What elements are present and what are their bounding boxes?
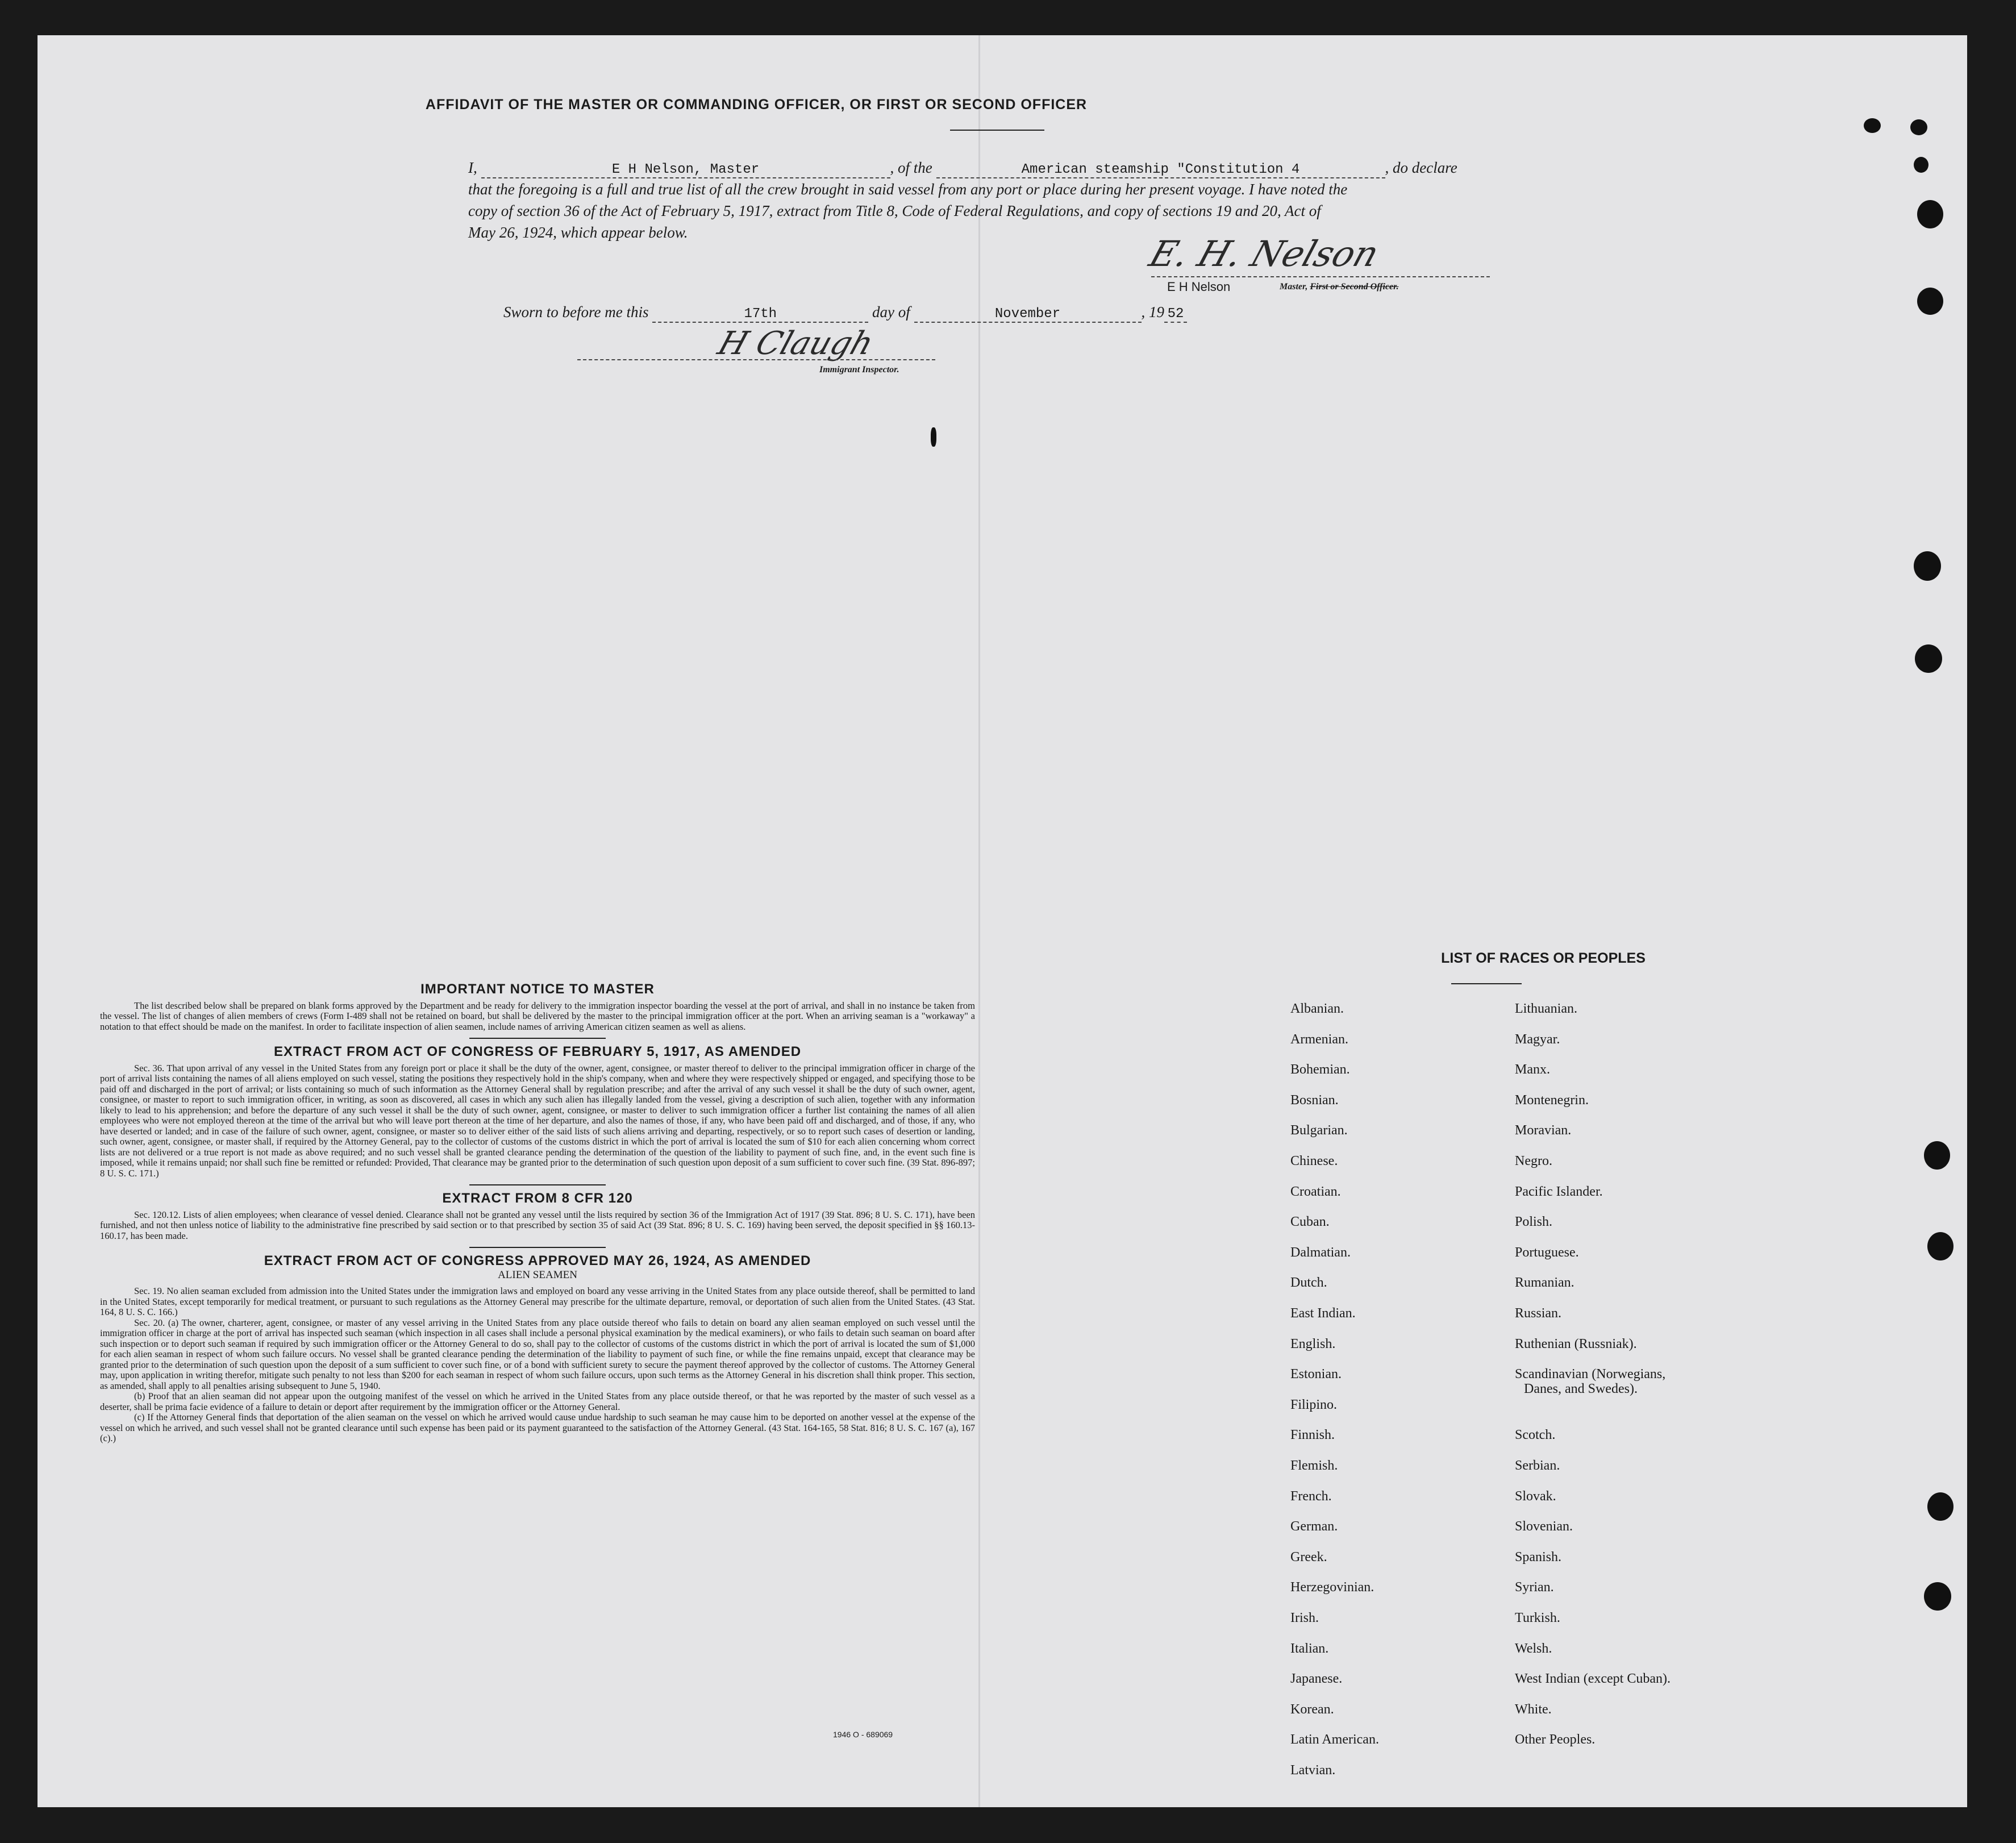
binder-hole xyxy=(1917,288,1943,315)
extract-cfr-title: EXTRACT FROM 8 CFR 120 xyxy=(442,1191,633,1206)
race-item: Croatian. xyxy=(1290,1184,1341,1199)
race-item: Filipino. xyxy=(1290,1397,1338,1412)
race-item: French. xyxy=(1290,1489,1332,1504)
race-item: Lithuanian. xyxy=(1515,1001,1577,1016)
race-item: Flemish. xyxy=(1290,1458,1338,1473)
race-item: West Indian (except Cuban). xyxy=(1515,1671,1671,1686)
race-item: Latvian. xyxy=(1290,1763,1336,1778)
notice-body: The list described below shall be prepared on blank forms approved by the Department and be ready for delivery to the immigration inspector boarding the vessel at the port of arrival, and shall in no instance be taken from the vessel. The list of changes of alien members of crews (Form I-489 shall not be retained on board, but shall be delivered by the master to the principal immigration officer at the port. When an arriving seaman is a "workaway" a notation to that effect should be made on the manifest. In order to facilitate inspection of alien seamen, include names of arriving American citizen seamen as well as aliens. xyxy=(100,1000,975,1032)
race-item: Chinese. xyxy=(1290,1154,1338,1168)
race-item: Rumanian. xyxy=(1515,1275,1575,1290)
extract-1917-body: Sec. 36. That upon arrival of any vessel in the United States from any foreign port or place it shall be the duty of the owner, agent, consignee, or master thereof to deliver to the principal immigration officer in charge of the port of arrival lists containing the names of all aliens employed on such vessel, stating the positions they respectively hold in the ship's company, when and where they were respectively shipped or engaged, and specifying those to be paid off and discharged in the port of arrival; or lists containing so much of such information as the Attorney General shall by regulation prescribe; and after the arrival of any such vessel it shall be the duty of such owner, agent, consignee, or master to report to such immigration officer, in writing, as soon as discovered, all cases in which any such alien has illegally landed from the vessel, giving a description of such alien, together with any information likely to lead to his apprehension; and before the departure of any such vessel it shall be the duty of such owner, agent, consignee, or master to deliver to such immigration officer a further list containing the names of all alien employees who were not employed thereon at the time of the arrival but who will leave port thereon at the time of her departure, and also the names of those, if any, who have been paid off and discharged, and of those, if any, who have deserted or landed; and in case of the failure of such owner, agent, consignee, or master so to deliver either of the said lists of such aliens arriving and departing, respectively, or so to report such cases of desertion or landing, such owner, agent, consignee, or master shall, if required by the Attorney General, pay to the collector of customs of the customs district in which the port of arrival is located the sum of $10 for each alien concerning whom correct lists are not delivered or a true report is not made as above required; and no such vessel shall be granted clearance pending the determination of the question of the liability to payment of such fine, and, in the event such fine is imposed, while it remains unpaid; nor shall such fine be remitted or refunded: Provided, That clearance may be granted prior to the determination of such question upon deposit of a sum sufficient to cover such fine. (39 Stat. 896-897; 8 U. S. C. 171.) xyxy=(100,1062,975,1179)
struck-officer-label: First or Second Officer. xyxy=(1310,282,1399,292)
race-item: Finnish. xyxy=(1290,1428,1335,1442)
race-item: Portuguese. xyxy=(1515,1245,1579,1260)
race-item: Ruthenian (Russniak). xyxy=(1515,1337,1637,1351)
binder-hole xyxy=(1924,1582,1951,1611)
race-item: Armenian. xyxy=(1290,1032,1348,1047)
race-item: Scandinavian (Norwegians, xyxy=(1515,1367,1666,1382)
binder-hole xyxy=(1917,200,1943,228)
race-item: Scotch. xyxy=(1515,1428,1556,1442)
title-rule xyxy=(950,130,1044,131)
race-item: Bosnian. xyxy=(1290,1093,1339,1108)
race-item: Cuban. xyxy=(1290,1214,1330,1229)
section-rule xyxy=(469,1184,606,1185)
binder-hole xyxy=(1924,1141,1950,1170)
race-item: Syrian. xyxy=(1515,1580,1554,1595)
race-item: Irish. xyxy=(1290,1611,1319,1625)
affidavit-line-4: May 26, 1924, which appear below. xyxy=(468,224,688,241)
affidavit-line-1 xyxy=(468,159,1582,178)
extract-cfr-body: Sec. 120.12. Lists of alien employees; when clearance of vessel denied. Clearance shall not be granted any vessel until the lists required by section 36 of the Immigration Act of 1917 (39 Stat. 896; 8 U. S. C. 171), have been furnished, and not then unless notice of liability to the administrative fine prescribed by said section or to that prescribed by section 35 of said Act (39 Stat. 896; 8 U. S. C. 169) having been served, the deposit specified in §§ 160.13-160.17, has been made. xyxy=(100,1209,975,1241)
print-code: 1946 O - 689069 xyxy=(833,1730,893,1739)
notice-section xyxy=(100,981,975,1444)
sec20c-body: (c) If the Attorney General finds that deportation of the alien seaman on the vessel on which he arrived would cause undue hardship to such seaman he may cause him to be deported on another vessel at the expense of the vessel on which he arrived, and such vessel shall not be granted clearance until such expense has been paid or its payment guaranteed to the satisfaction of the Attorney General. (43 Stat. 164-165, 58 Stat. 816; 8 U. S. C. 167 (a), 167 (c).) xyxy=(100,1412,975,1443)
race-item: East Indian. xyxy=(1290,1306,1356,1321)
binder-hole xyxy=(1927,1492,1953,1521)
race-item: Bohemian. xyxy=(1290,1062,1350,1077)
race-item: Albanian. xyxy=(1290,1001,1344,1016)
race-item: White. xyxy=(1515,1702,1552,1717)
extract-1924-subtitle: ALIEN SEAMEN xyxy=(498,1268,577,1281)
race-item: German. xyxy=(1290,1519,1338,1534)
inspector-signature: H Claugh xyxy=(713,325,878,362)
typed-signature: E H Nelson xyxy=(1167,280,1231,294)
race-item: Japanese. xyxy=(1290,1671,1343,1686)
notice-title: IMPORTANT NOTICE TO MASTER xyxy=(420,981,655,997)
race-item: Estonian. xyxy=(1290,1367,1342,1382)
sworn-year-field: 52 xyxy=(1164,306,1187,323)
sworn-label: Sworn to before me this xyxy=(503,303,649,321)
section-rule xyxy=(469,1247,606,1248)
race-item: Greek. xyxy=(1290,1550,1327,1565)
race-item: Dalmatian. xyxy=(1290,1245,1351,1260)
affidavit-lead: I, xyxy=(468,159,477,176)
race-item: English. xyxy=(1290,1337,1336,1351)
race-item: Slovenian. xyxy=(1515,1519,1573,1534)
binder-hole xyxy=(1914,551,1941,581)
extract-1924-title: EXTRACT FROM ACT OF CONGRESS APPROVED MAY 26, 1924, AS AMENDED xyxy=(264,1253,811,1268)
ink-mark xyxy=(931,427,936,447)
race-item: Korean. xyxy=(1290,1702,1334,1717)
of-the-label: , of the xyxy=(890,159,932,176)
sworn-day-field: 17th xyxy=(652,306,868,323)
race-item: Russian. xyxy=(1515,1306,1562,1321)
sec20b-body: (b) Proof that an alien seaman did not appear upon the outgoing manifest of the vessel on which he arrived in the United States from any place outside thereof, or that he was reported by the master of such vessel as a deserter, shall be prima facie evidence of a failure to detain or deport after requirement by the immigration officer or the Attorney General. xyxy=(100,1391,975,1412)
race-item: Welsh. xyxy=(1515,1641,1552,1656)
race-item: Moravian. xyxy=(1515,1123,1572,1138)
affidavit-title: AFFIDAVIT OF THE MASTER OR COMMANDING OFFICER, OR FIRST OR SECOND OFFICER xyxy=(425,97,1088,113)
race-item: Slovak. xyxy=(1515,1489,1556,1504)
affidavit-line-3: copy of section 36 of the Act of February 5, 1917, extract from Title 8, Code of Federal Regulations, and copy of sections 19 and 20, Act of xyxy=(468,202,1321,219)
races-title: LIST OF RACES OR PEOPLES xyxy=(1441,950,1646,966)
race-item: Bulgarian. xyxy=(1290,1123,1348,1138)
affidavit-line-2: that the foregoing is a full and true list of all the crew brought in said vessel from any port or place during her present voyage. I have noted the xyxy=(468,181,1348,198)
race-item: Italian. xyxy=(1290,1641,1329,1656)
document-page xyxy=(38,35,1967,1807)
binder-hole xyxy=(1864,118,1881,133)
race-item: Danes, and Swedes). xyxy=(1524,1382,1638,1396)
binder-hole xyxy=(1910,119,1927,135)
sec19-body: Sec. 19. No alien seaman excluded from admission into the United States under the immigration laws and employed on board any vesse arriving in the United States from any place outside thereof, shall be permitted to land in the United States, except temporarily for medical treatment, or pursuant to such regulations as the Attorney General may prescribe for the ultimate departure, removal, or deportation of such alien from the United States. (43 Stat. 164, 8 U. S. C. 166.) xyxy=(100,1285,975,1317)
race-item: Negro. xyxy=(1515,1154,1552,1168)
inspector-signature-line xyxy=(577,359,935,360)
sworn-month-field: November xyxy=(914,306,1142,323)
signature-line xyxy=(1151,276,1490,277)
master-label: Master, xyxy=(1280,282,1308,292)
races-title-rule xyxy=(1451,983,1522,984)
race-item: Other Peoples. xyxy=(1515,1732,1596,1747)
race-item: Pacific Islander. xyxy=(1515,1184,1603,1199)
race-item: Dutch. xyxy=(1290,1275,1327,1290)
do-declare-label: , do declare xyxy=(1385,159,1457,176)
extract-1917-title: EXTRACT FROM ACT OF CONGRESS OF FEBRUARY 5, 1917, AS AMENDED xyxy=(273,1044,802,1059)
sec20a-body: Sec. 20. (a) The owner, charterer, agent, consignee, or master of any vessel arriving in the United States from any place outside thereof who fails to detain on board any alien seaman employed on such vessel until the immigration officer in charge at the port of arrival has inspected such seaman (which inspection in all cases shall include a personal physical examination by the medical examiners), or who fails to detain such seaman on board after such inspection or to deport such seaman if required by such immigration officer or the Attorney General to do so, shall pay to the collector of customs of the customs district in which the port of arrival is located the sum of $1,000 for each alien seaman in respect of whom such failure occurs. No vessel shall be granted clearance pending the determination of the liability to payment of such fine, or while the fine remains unpaid, except that clearance may be granted prior to the determination of such question upon the deposit of a sum sufficient to cover such fine, or of a bond with sufficient surety to secure the payment thereof approved by the collector of customs. The Attorney General may, upon application in writing therefor, mitigate such penalty to not less than $200 for each seaman in respect of whom such failure occurs, upon such terms as the Attorney General in his discretion shall think proper. This section, as amended, shall apply to all penalties arising subsequent to June 5, 1940. xyxy=(100,1317,975,1391)
day-of-label: day of xyxy=(872,303,910,321)
race-item: Turkish. xyxy=(1515,1611,1560,1625)
race-item: Serbian. xyxy=(1515,1458,1560,1473)
year-prefix-label: , 19 xyxy=(1141,303,1164,321)
section-rule xyxy=(469,1038,606,1039)
race-item: Latin American. xyxy=(1290,1732,1379,1747)
race-item: Spanish. xyxy=(1515,1550,1562,1565)
sworn-line xyxy=(503,303,1617,323)
officer-title-label xyxy=(1280,282,1399,292)
race-item: Montenegrin. xyxy=(1515,1093,1589,1108)
race-item: Magyar. xyxy=(1515,1032,1560,1047)
binder-hole xyxy=(1927,1232,1953,1260)
race-item: Manx. xyxy=(1515,1062,1550,1077)
vessel-name-field: American steamship "Constitution 4 xyxy=(936,162,1385,178)
master-signature: E. H. Nelson xyxy=(1144,233,1384,274)
race-item: Herzegovinian. xyxy=(1290,1580,1374,1595)
master-name-field: E H Nelson, Master xyxy=(481,162,890,178)
race-item: Polish. xyxy=(1515,1214,1553,1229)
inspector-label: Immigrant Inspector. xyxy=(819,365,899,375)
binder-hole xyxy=(1915,644,1942,673)
binder-hole xyxy=(1914,157,1928,173)
page-fold xyxy=(978,35,980,1807)
